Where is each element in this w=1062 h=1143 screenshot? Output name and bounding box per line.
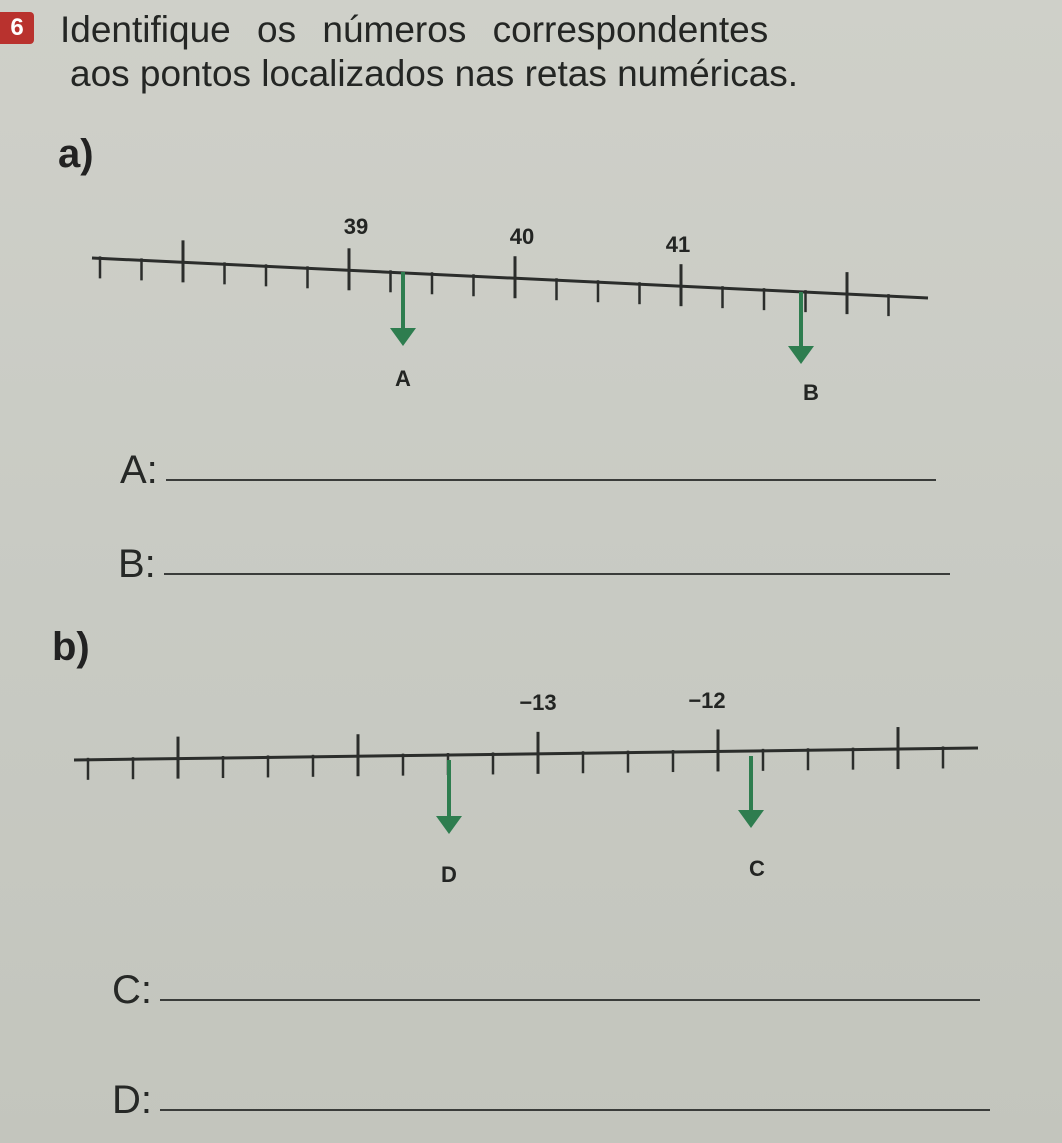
answer-row-c — [112, 968, 980, 1013]
number-label-minus-12: −12 — [688, 688, 726, 713]
answer-row-a — [120, 448, 936, 493]
point-label-d: D — [441, 862, 457, 887]
answer-label-d: D: — [112, 1078, 152, 1122]
answer-row-b — [118, 542, 950, 587]
number-line-b-axis — [74, 748, 978, 760]
number-label-39: 39 — [343, 214, 369, 239]
point-label-a: A — [395, 366, 411, 391]
exercise-number-badge: 6 — [0, 12, 34, 44]
answer-label-a: A: — [120, 448, 158, 492]
point-label-c: C — [749, 856, 765, 881]
number-label-minus-13: −13 — [519, 690, 557, 715]
answer-label-c: C: — [112, 968, 152, 1012]
answer-blank-d[interactable] — [160, 1107, 990, 1111]
answer-row-d — [112, 1078, 990, 1123]
answer-blank-c[interactable] — [160, 997, 980, 1001]
arrow-down-icon — [390, 272, 416, 346]
arrow-down-icon — [738, 756, 764, 828]
exercise-instruction — [60, 8, 920, 96]
instruction-line-1: Identifique os números correspondentes — [60, 9, 769, 50]
arrow-down-icon — [436, 760, 462, 834]
answer-blank-a[interactable] — [166, 477, 936, 481]
answer-blank-b[interactable] — [164, 571, 950, 575]
point-label-b: B — [803, 380, 819, 405]
number-label-41: 41 — [665, 232, 691, 257]
part-a-label: a) — [58, 132, 94, 176]
part-b-label: b) — [52, 625, 90, 669]
number-line-b — [0, 680, 1062, 940]
number-label-40: 40 — [509, 224, 535, 249]
instruction-line-2: aos pontos localizados nas retas numéricas. — [70, 53, 799, 94]
answer-label-b: B: — [118, 542, 156, 586]
arrow-down-icon — [788, 292, 814, 364]
